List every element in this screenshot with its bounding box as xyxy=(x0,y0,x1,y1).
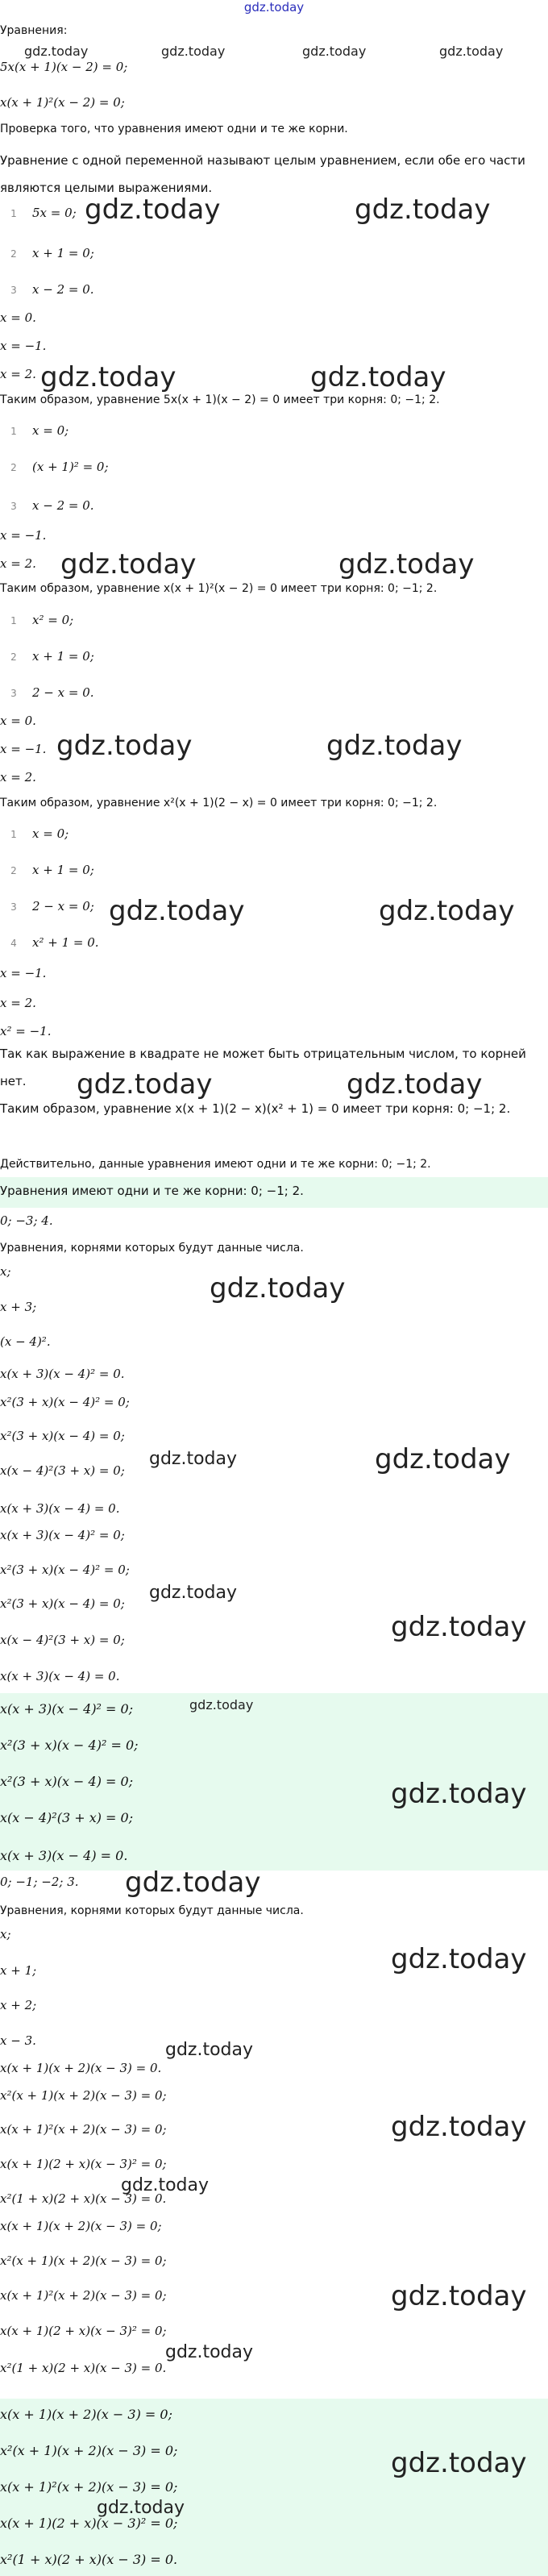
task2-eq: x(x + 3)(x − 4) = 0. xyxy=(0,1501,120,1516)
intro-equation-2: x(x + 1)²(x − 2) = 0; xyxy=(0,95,125,110)
part1-conclusion: Таким образом, уравнение 5x(x + 1)(x − 2) = 0 имеет три корня: 0; −1; 2. xyxy=(0,393,440,406)
task3-answer: x(x + 1)(x + 2)(x − 3) = 0; xyxy=(0,2407,172,2422)
task3-factor: x + 1; xyxy=(0,1963,37,1978)
watermark: gdz.today xyxy=(165,2040,254,2060)
watermark: gdz.today xyxy=(391,1778,527,1810)
part2-item: 2 (x + 1)² = 0; xyxy=(10,460,109,474)
part1-item: 1 5x = 0; xyxy=(10,206,77,220)
watermark: gdz.today xyxy=(189,1697,254,1712)
watermark: gdz.today xyxy=(109,895,245,927)
watermark: gdz.today xyxy=(24,44,89,59)
intro-title: Уравнения: xyxy=(0,24,68,37)
part3-root: x = 0. xyxy=(0,714,36,728)
task3-answer: x(x + 1)²(x + 2)(x − 3) = 0; xyxy=(0,2479,178,2495)
watermark: gdz.today xyxy=(40,361,176,393)
watermark: gdz.today xyxy=(60,548,197,581)
watermark: gdz.today xyxy=(326,730,463,762)
part4-root: x² = −1. xyxy=(0,1024,52,1038)
task2-answer: x²(3 + x)(x − 4) = 0; xyxy=(0,1774,134,1789)
task3-answer: x²(x + 1)(x + 2)(x − 3) = 0; xyxy=(0,2443,178,2458)
answer-1: Уравнения имеют одни и те же корни: 0; −1; 2. xyxy=(0,1184,304,1198)
task2-eq: x(x + 3)(x − 4) = 0. xyxy=(0,1669,120,1683)
task2-eq: x²(3 + x)(x − 4)² = 0; xyxy=(0,1563,130,1577)
task3-factor: x + 2; xyxy=(0,1998,37,2012)
task2-answer: x(x + 3)(x − 4) = 0. xyxy=(0,1848,128,1863)
part1-root: x = −1. xyxy=(0,339,47,353)
task2-eq: x²(3 + x)(x − 4)² = 0; xyxy=(0,1395,130,1409)
part1-item: 2 x + 1 = 0; xyxy=(10,246,94,260)
part4-item: 3 2 − x = 0; xyxy=(10,899,94,913)
watermark: gdz.today xyxy=(391,2280,527,2312)
task2-eq: x²(3 + x)(x − 4) = 0; xyxy=(0,1429,125,1443)
task3-eq: x²(x + 1)(x + 2)(x − 3) = 0; xyxy=(0,2253,167,2268)
task3-eq: x(x + 1)(x + 2)(x − 3) = 0; xyxy=(0,2219,162,2233)
task2-eq: x(x + 3)(x − 4)² = 0; xyxy=(0,1528,125,1542)
part2-conclusion: Таким образом, уравнение x(x + 1)²(x − 2) = 0 имеет три корня: 0; −1; 2. xyxy=(0,582,438,595)
watermark: gdz.today xyxy=(77,1068,213,1101)
watermark: gdz.today xyxy=(161,44,226,59)
definition-text: Уравнение с одной переменной называют целым уравнением, если обе его части являются целыми выражениями. xyxy=(0,153,525,195)
watermark: gdz.today xyxy=(439,44,504,59)
watermark: gdz.today xyxy=(149,1449,238,1469)
part3-conclusion: Таким образом, уравнение x²(x + 1)(2 − x) = 0 имеет три корня: 0; −1; 2. xyxy=(0,797,438,809)
watermark: gdz.today xyxy=(355,194,491,226)
task2-answer: x(x − 4)²(3 + x) = 0; xyxy=(0,1810,134,1825)
watermark: gdz.today xyxy=(391,1611,527,1643)
task3-eq: x²(1 + x)(2 + x)(x − 3) = 0. xyxy=(0,2191,167,2206)
watermark: gdz.today xyxy=(310,361,446,393)
task3-eq: x(x + 1)(2 + x)(x − 3)² = 0; xyxy=(0,2157,167,2171)
task2-factor: x; xyxy=(0,1264,11,1279)
part2-root: x = 2. xyxy=(0,556,36,571)
task2-eq: x(x − 4)²(3 + x) = 0; xyxy=(0,1633,125,1647)
intro-equation-1: 5x(x + 1)(x − 2) = 0; xyxy=(0,60,128,74)
part2-item: 3 x − 2 = 0. xyxy=(10,498,94,513)
site-logo[interactable]: gdz.today xyxy=(243,0,305,15)
watermark: gdz.today xyxy=(302,44,367,59)
part4-item: 2 x + 1 = 0; xyxy=(10,863,94,877)
task3-eq: x(x + 1)(x + 2)(x − 3) = 0. xyxy=(0,2061,162,2075)
part4-note: Так как выражение в квадрате не может быть отрицательным числом, то корней нет. xyxy=(0,1047,526,1088)
task2-factor: (x − 4)². xyxy=(0,1334,51,1349)
part4-item: 4 x² + 1 = 0. xyxy=(10,935,99,950)
task2-eq: x(x + 3)(x − 4)² = 0. xyxy=(0,1367,125,1381)
task3-eq: x(x + 1)²(x + 2)(x − 3) = 0; xyxy=(0,2288,167,2303)
part1-root: x = 0. xyxy=(0,310,36,325)
task2-answer: x²(3 + x)(x − 4)² = 0; xyxy=(0,1737,139,1753)
part4-root: x = −1. xyxy=(0,966,47,980)
part1-item: 3 x − 2 = 0. xyxy=(10,282,94,297)
part3-root: x = 2. xyxy=(0,770,36,784)
task2-eq: x²(3 + x)(x − 4) = 0; xyxy=(0,1596,125,1611)
task3-eq: x(x + 1)²(x + 2)(x − 3) = 0; xyxy=(0,2122,167,2137)
watermark: gdz.today xyxy=(347,1068,483,1101)
watermark: gdz.today xyxy=(165,2342,254,2362)
watermark: gdz.today xyxy=(391,2111,527,2143)
part3-item: 1 x² = 0; xyxy=(10,613,74,627)
task3-eq: x²(x + 1)(x + 2)(x − 3) = 0; xyxy=(0,2088,167,2103)
watermark: gdz.today xyxy=(85,194,221,226)
part4-item: 1 x = 0; xyxy=(10,826,69,841)
watermark: gdz.today xyxy=(149,1583,238,1603)
watermark: gdz.today xyxy=(338,548,475,581)
task2-eq: x(x − 4)²(3 + x) = 0; xyxy=(0,1463,125,1478)
watermark: gdz.today xyxy=(391,1943,527,1975)
watermark: gdz.today xyxy=(121,2175,210,2195)
watermark: gdz.today xyxy=(97,2498,185,2518)
task3-eq: x(x + 1)(2 + x)(x − 3)² = 0; xyxy=(0,2324,167,2338)
task3-answer: x(x + 1)(2 + x)(x − 3)² = 0; xyxy=(0,2516,178,2531)
task3-title: Уравнения, корнями которых будут данные числа. xyxy=(0,1904,304,1917)
task2-title: Уравнения, корнями которых будут данные числа. xyxy=(0,1242,304,1255)
part2-root: x = −1. xyxy=(0,528,47,543)
watermark: gdz.today xyxy=(375,1443,511,1475)
task2-roots: 0; −3; 4. xyxy=(0,1213,53,1228)
watermark: gdz.today xyxy=(391,2447,527,2479)
watermark: gdz.today xyxy=(210,1272,346,1305)
part3-item: 3 2 − x = 0. xyxy=(10,685,94,700)
task2-answer: x(x + 3)(x − 4)² = 0; xyxy=(0,1701,134,1717)
task3-factor: x; xyxy=(0,1927,11,1941)
watermark: gdz.today xyxy=(56,730,193,762)
part3-root: x = −1. xyxy=(0,742,47,756)
part4-root: x = 2. xyxy=(0,996,36,1010)
watermark: gdz.today xyxy=(379,895,515,927)
task3-answer: x²(1 + x)(2 + x)(x − 3) = 0. xyxy=(0,2552,178,2567)
part1-root: x = 2. xyxy=(0,367,36,381)
check-text: Проверка того, что уравнения имеют одни и те же корни. xyxy=(0,123,348,135)
task3-eq: x²(1 + x)(2 + x)(x − 3) = 0. xyxy=(0,2361,167,2375)
part2-item: 1 x = 0; xyxy=(10,423,69,438)
task3-roots: 0; −1; −2; 3. xyxy=(0,1875,79,1889)
task2-factor: x + 3; xyxy=(0,1300,37,1314)
part4-conclusion: Таким образом, уравнение x(x + 1)(2 − x)(x² + 1) = 0 имеет три корня: 0; −1; 2. xyxy=(0,1101,511,1116)
task3-factor: x − 3. xyxy=(0,2033,36,2048)
watermark: gdz.today xyxy=(125,1866,261,1899)
part4-final: Действительно, данные уравнения имеют одни и те же корни: 0; −1; 2. xyxy=(0,1158,431,1171)
part3-item: 2 x + 1 = 0; xyxy=(10,649,94,664)
